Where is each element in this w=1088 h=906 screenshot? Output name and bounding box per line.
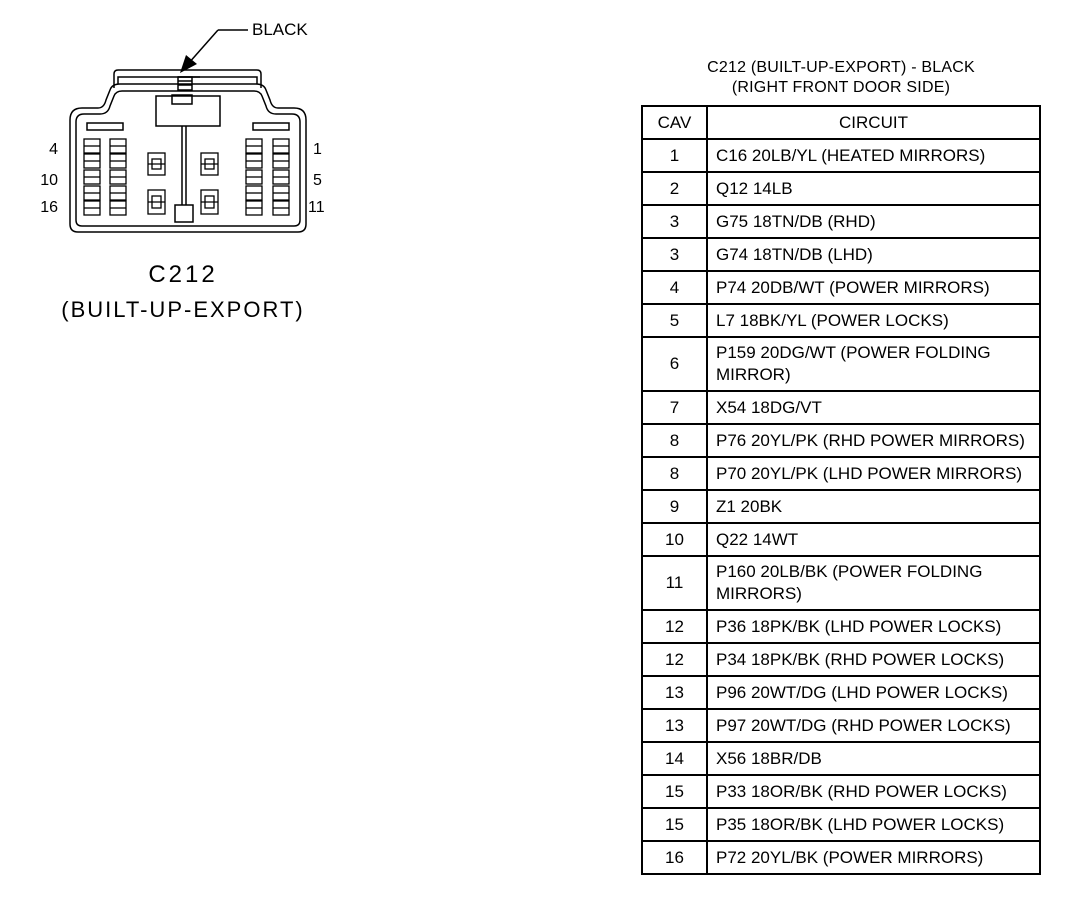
table-row	[642, 205, 1040, 238]
cav-cell: 7	[642, 391, 707, 424]
cavity-left-b	[84, 154, 126, 168]
cav-cell: 14	[642, 742, 707, 775]
cavity-inner-right-bot	[201, 190, 218, 214]
circuit-cell: C16 20LB/YL (HEATED MIRRORS)	[707, 139, 1040, 172]
table-row	[642, 643, 1040, 676]
cav-cell: 3	[642, 238, 707, 271]
connector-subtitle: (BUILT-UP-EXPORT)	[61, 297, 305, 322]
table-row	[642, 676, 1040, 709]
cav-cell: 5	[642, 304, 707, 337]
table-row	[642, 172, 1040, 205]
cav-cell: 13	[642, 676, 707, 709]
circuit-cell: P97 20WT/DG (RHD POWER LOCKS)	[707, 709, 1040, 742]
table-row	[642, 238, 1040, 271]
cav-cell: 10	[642, 523, 707, 556]
table-row	[642, 271, 1040, 304]
table-row	[642, 490, 1040, 523]
circuit-cell: P76 20YL/PK (RHD POWER MIRRORS)	[707, 424, 1040, 457]
cavity-right-b	[246, 154, 289, 168]
pin-label-4: 4	[49, 141, 58, 158]
circuit-cell: Z1 20BK	[707, 490, 1040, 523]
table-subtitle: (RIGHT FRONT DOOR SIDE)	[731, 79, 951, 96]
table-row	[642, 304, 1040, 337]
cavity-right-c	[246, 170, 289, 184]
table-row	[642, 424, 1040, 457]
cavity-inner-right-top	[201, 153, 218, 175]
cavity-left-d	[84, 186, 126, 200]
circuit-cell: G74 18TN/DB (LHD)	[707, 238, 1040, 271]
cav-cell: 9	[642, 490, 707, 523]
circuit-cell: P96 20WT/DG (LHD POWER LOCKS)	[707, 676, 1040, 709]
cavity-left-a	[84, 139, 126, 153]
pin-label-5: 5	[313, 172, 322, 189]
table-row	[642, 808, 1040, 841]
circuit-cell: G75 18TN/DB (RHD)	[707, 205, 1040, 238]
table-row	[642, 841, 1040, 874]
circuit-cell: P72 20YL/BK (POWER MIRRORS)	[707, 841, 1040, 874]
table-row	[642, 775, 1040, 808]
table-row	[642, 139, 1040, 172]
header-cav: CAV	[642, 106, 707, 139]
cav-cell: 2	[642, 172, 707, 205]
circuit-cell: Q12 14LB	[707, 172, 1040, 205]
cav-cell: 12	[642, 643, 707, 676]
pin-label-1: 1	[313, 141, 322, 158]
circuit-cell: P34 18PK/BK (RHD POWER LOCKS)	[707, 643, 1040, 676]
table-row	[642, 610, 1040, 643]
cav-cell: 15	[642, 775, 707, 808]
cav-cell: 16	[642, 841, 707, 874]
pin-label-10: 10	[40, 172, 58, 189]
cav-cell: 11	[642, 556, 707, 610]
cav-cell: 8	[642, 424, 707, 457]
table-row	[642, 337, 1040, 391]
circuit-cell: L7 18BK/YL (POWER LOCKS)	[707, 304, 1040, 337]
cavity-left-e	[84, 201, 126, 215]
cav-cell: 13	[642, 709, 707, 742]
cav-cell: 8	[642, 457, 707, 490]
cav-cell: 6	[642, 337, 707, 391]
cav-cell: 15	[642, 808, 707, 841]
cav-cell: 3	[642, 205, 707, 238]
circuit-cell: X56 18BR/DB	[707, 742, 1040, 775]
circuit-cell: P33 18OR/BK (RHD POWER LOCKS)	[707, 775, 1040, 808]
circuit-cell: X54 18DG/VT	[707, 391, 1040, 424]
cavity-inner-left-top	[148, 153, 165, 175]
cavity-right-a	[246, 139, 289, 153]
circuit-cell: Q22 14WT	[707, 523, 1040, 556]
cav-cell: 4	[642, 271, 707, 304]
cavity-inner-left-bot	[148, 190, 165, 214]
table-header-row	[642, 106, 1040, 139]
cavity-right-e	[246, 201, 289, 215]
table-row	[642, 709, 1040, 742]
circuit-cell: P159 20DG/WT (POWER FOLDING MIRROR)	[707, 337, 1040, 391]
table-row	[642, 556, 1040, 610]
connector-diagram	[0, 0, 640, 340]
circuit-cell: P35 18OR/BK (LHD POWER LOCKS)	[707, 808, 1040, 841]
table-row	[642, 742, 1040, 775]
cavity-circuit-table	[641, 105, 1041, 875]
table-row	[642, 523, 1040, 556]
cav-cell: 1	[642, 139, 707, 172]
circuit-cell: P160 20LB/BK (POWER FOLDING MIRRORS)	[707, 556, 1040, 610]
circuit-cell: P36 18PK/BK (LHD POWER LOCKS)	[707, 610, 1040, 643]
circuit-cell: P70 20YL/PK (LHD POWER MIRRORS)	[707, 457, 1040, 490]
circuit-cell: P74 20DB/WT (POWER MIRRORS)	[707, 271, 1040, 304]
pin-label-16: 16	[40, 199, 58, 216]
cavity-left-c	[84, 170, 126, 184]
callout-arrow-line	[188, 30, 218, 64]
pin-label-11: 11	[308, 199, 325, 216]
cavity-right-d	[246, 186, 289, 200]
table-row	[642, 391, 1040, 424]
connector-body	[70, 70, 306, 232]
table-row	[642, 457, 1040, 490]
table-title: C212 (BUILT-UP-EXPORT) - BLACK	[707, 59, 975, 76]
header-circuit: CIRCUIT	[707, 106, 1040, 139]
color-callout-label: BLACK	[252, 20, 308, 39]
connector-name: C212	[148, 261, 218, 288]
cav-cell: 12	[642, 610, 707, 643]
